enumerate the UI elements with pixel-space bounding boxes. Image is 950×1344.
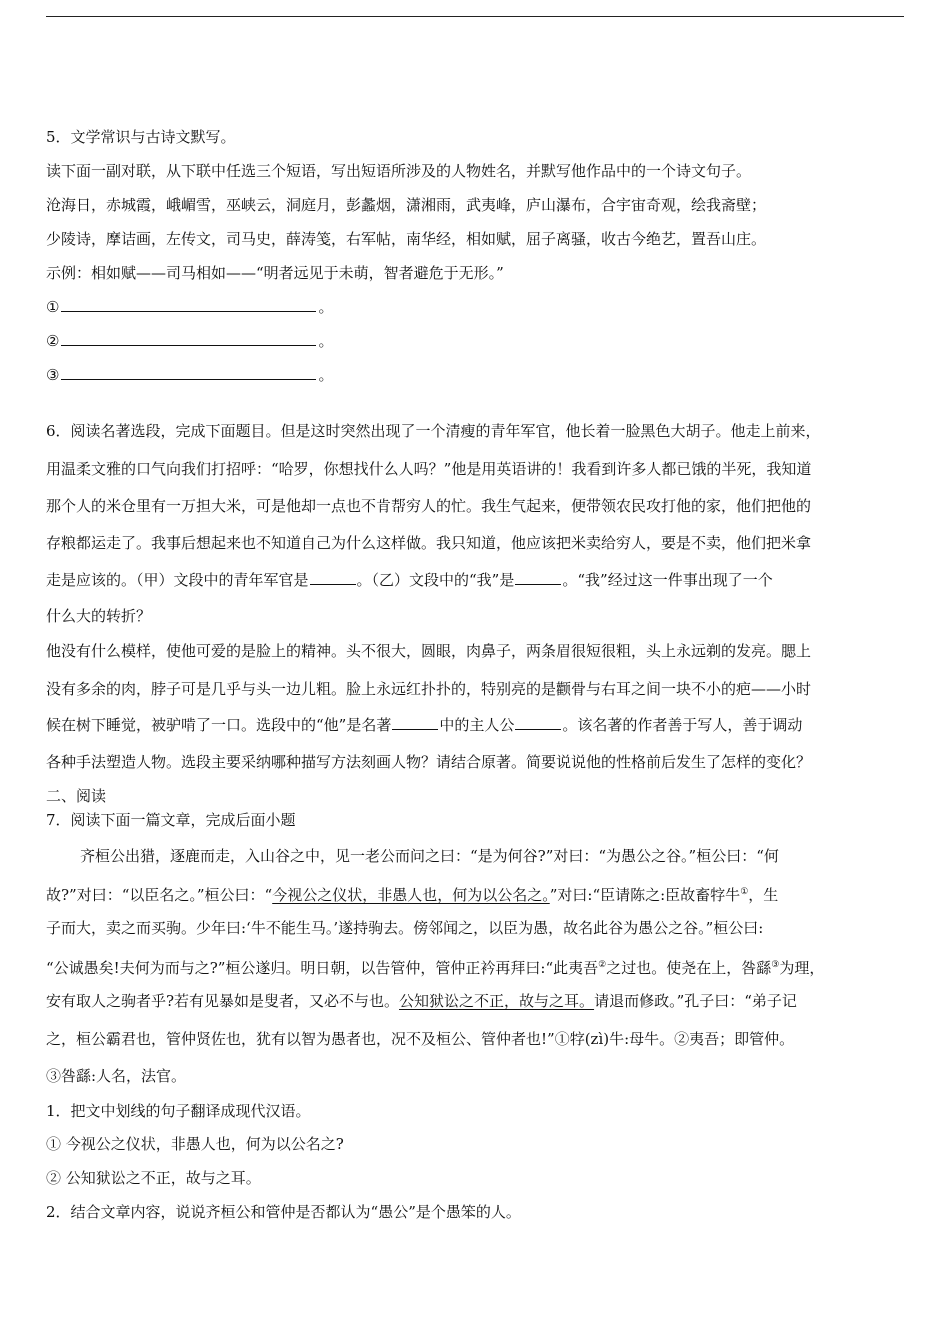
text: 走是应该的。（甲）文段中的青年军官是 — [46, 571, 309, 589]
blank-number: ③ — [46, 366, 60, 384]
q5-couplet-upper: 沧海日，赤城霞，峨嵋雪，巫峡云，洞庭月，彭蠡烟，潇湘雨，武夷峰，庐山瀑布，合宇宙奇观，绘我斋壁； — [46, 196, 767, 214]
answer-blank[interactable] — [392, 715, 438, 730]
q5-prompt: 读下面一副对联，从下联中任选三个短语，写出短语所涉及的人物姓名，并默写他作品中的一个诗文句子。 — [46, 162, 752, 180]
blank-end: 。 — [318, 332, 334, 350]
text: 请退而修政。”孔子曰：“弟子记 — [594, 992, 797, 1010]
q7-subquestion-1b: ② 公知狱讼之不正，故与之耳。 — [46, 1169, 261, 1187]
q6-line-5 — [46, 570, 773, 590]
text: 中的主人公 — [439, 716, 515, 734]
q6-line-9 — [46, 715, 802, 735]
q6-line-6: 什么大的转折？ — [46, 607, 152, 625]
q6-line-4: 存粮都运走了。我事后想起来也不知道自己为什么这样做。我只知道，他应该把米卖给穷人，要是不卖，他们把米拿 — [46, 534, 812, 552]
q5-example: 示例：相如赋——司马相如——“明者远见于未萌，智者避危于无形。” — [46, 264, 504, 282]
q7-subquestion-1: 1．把文中划线的句子翻译成现代汉语。 — [46, 1102, 311, 1120]
underlined-sentence: 今视公之仪状，非愚人也，何为以公名之。 — [272, 886, 550, 904]
text: 之过也。使尧在上，咎繇 — [606, 959, 772, 977]
footnote-mark: ① — [740, 887, 749, 897]
text: 安有取人之驹者乎?若有见暴如是叟者，又必不与也。 — [46, 992, 400, 1010]
q7-subquestion-1a: ① 今视公之仪状，非愚人也，何为以公名之? — [46, 1135, 344, 1153]
q5-couplet-lower: 少陵诗，摩诘画，左传文，司马史，薛涛笺，右军帖，南华经，相如赋，屈子离骚，收古今绝艺，置吾山庄。 — [46, 230, 767, 248]
q7-passage-line-3: 子而大，卖之而买驹。少年曰:‘牛不能生马。’遂持驹去。傍邻闻之，以臣为愚，故名此谷为愚公之谷。”桓公曰: — [46, 919, 764, 937]
q6-line-1: 6．阅读名著选段，完成下面题目。但是这时突然出现了一个清瘦的青年军官，他长着一脸黑色大胡子。他走上前来， — [46, 422, 821, 440]
blank-end: 。 — [318, 366, 334, 384]
q7-passage-line-6: 之，桓公霸君也，管仲贤佐也，犹有以智为愚者也，况不及桓公、管仲者也!”①牸(zì)牛:母牛。②夷吾；即管仲。 — [46, 1030, 795, 1048]
blank-number: ① — [46, 298, 60, 316]
q5-title: 5．文学常识与古诗文默写。 — [46, 128, 236, 146]
q7-subquestion-2: 2．结合文章内容，说说齐桓公和管仲是否都认为“愚公”是个愚笨的人。 — [46, 1203, 521, 1221]
blank-end: 。 — [318, 298, 334, 316]
text: 。“我”经过这一件事出现了一个 — [562, 571, 773, 589]
q7-passage-line-2 — [46, 882, 778, 905]
text: 。（乙）文段中的“我”是 — [356, 571, 515, 589]
text: 候在树下睡觉，被驴啃了一口。选段中的“他”是名著 — [46, 716, 392, 734]
blank-number: ② — [46, 332, 60, 350]
answer-line[interactable] — [61, 365, 316, 380]
section-heading: 二、阅读 — [46, 787, 107, 805]
text: 故?”对曰：“以臣名之。”桓公曰：“ — [46, 886, 273, 904]
underlined-sentence: 公知狱讼之不正，故与之耳。 — [399, 992, 595, 1010]
footnote-mark: ② — [598, 960, 607, 970]
text: 为理， — [779, 959, 825, 977]
q5-answer-blank-1[interactable] — [46, 297, 333, 317]
q7-title: 7．阅读下面一篇文章，完成后面小题 — [46, 811, 296, 829]
q6-line-7: 他没有什么模样，使他可爱的是脸上的精神。头不很大，圆眼，肉鼻子，两条眉很短很粗，头上永远剃的发亮。腮上 — [46, 642, 812, 660]
text: “公诚愚矣!夫何为而与之?”桓公遂归。明日朝，以告管仲，管仲正衿再拜曰:“此夷吾 — [46, 959, 599, 977]
text: 。该名著的作者善于写人，善于调动 — [562, 716, 803, 734]
q7-passage-line-1: 齐桓公出猎，逐鹿而走，入山谷之中，见一老公而问之曰：“是为何谷?”对曰：“为愚公之谷。”桓公曰：“何 — [80, 847, 779, 865]
answer-blank[interactable] — [310, 570, 356, 585]
answer-line[interactable] — [61, 297, 316, 312]
q6-line-8: 没有多余的肉，脖子可是几乎与头一边儿粗。脸上永远红扑扑的，特别亮的是颧骨与右耳之间一块不小的疤——小时 — [46, 680, 812, 698]
q7-passage-line-4 — [46, 955, 824, 978]
text: ”对曰:“臣请陈之:臣故畜牸牛 — [549, 886, 741, 904]
footnote-mark: ③ — [771, 960, 780, 970]
q6-line-10: 各种手法塑造人物。选段主要采纳哪种描写方法刻画人物？请结合原著。简要说说他的性格前后发生了怎样的变化？ — [46, 753, 812, 771]
q5-answer-blank-2[interactable] — [46, 331, 333, 351]
q7-passage-line-5 — [46, 991, 797, 1011]
answer-line[interactable] — [61, 331, 316, 346]
answer-blank[interactable] — [515, 570, 561, 585]
q5-answer-blank-3[interactable] — [46, 365, 333, 385]
q7-footnote-3: ③咎繇:人名，法官。 — [46, 1067, 187, 1085]
answer-blank[interactable] — [515, 715, 561, 730]
header-rule — [46, 16, 904, 17]
q6-line-2: 用温柔文雅的口气向我们打招呼：“哈罗，你想找什么人吗？”他是用英语讲的！我看到许多人都已饿的半死，我知道 — [46, 460, 812, 478]
text: ，生 — [748, 886, 779, 904]
q6-line-3: 那个人的米仓里有一万担大米，可是他却一点也不肯帮穷人的忙。我生气起来，便带领农民攻打他的家，他们把他的 — [46, 497, 812, 515]
